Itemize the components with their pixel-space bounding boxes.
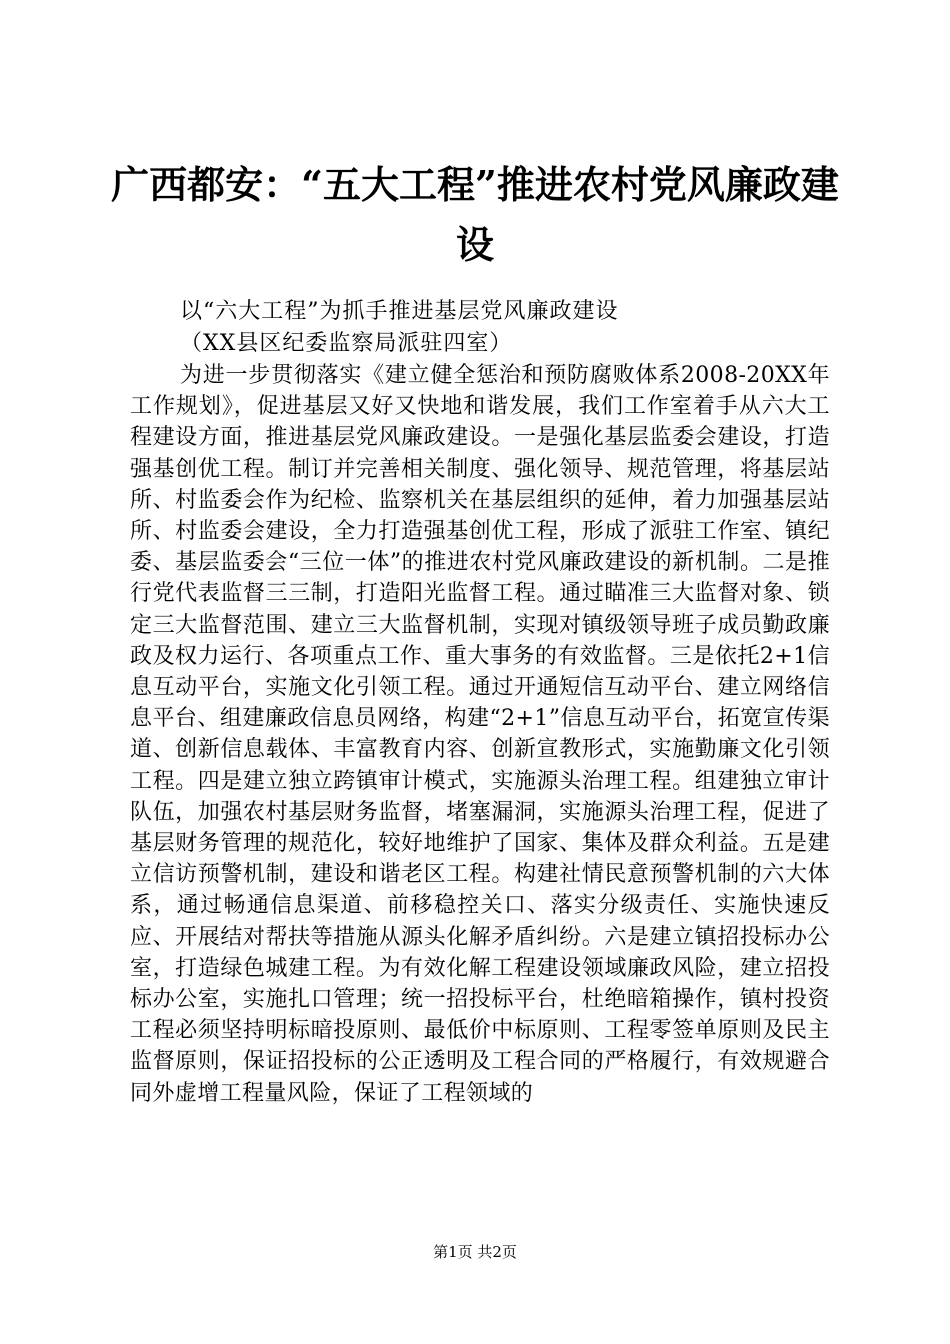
- document-title-line-1: 广西都安：“五大工程”推进农村党风廉政建: [111, 162, 839, 207]
- document-subtitle: 以“六大工程”为抓手推进基层党风廉政建设: [180, 299, 619, 324]
- document-body-paragraph: 为进一步贯彻落实《建立健全惩治和预防腐败体系2008-20XX年工作规划》，促进基层又好又快地和谐发展，我们工作室着手从六大工程建设方面，推进基层党风廉政建设。一是强化基层监委会建设，打造强基创优工程。制订并完善相关制度、强化领导、规范管理，将基层站所、村监委会作为纪检、监察机关在基层组织的延伸，着力加强基层站所、村监委会建设，全力打造强基创优工程，形成了派驻工作室、镇纪委、基层监委会“三位一体”的推进农村党风廉政建设的新机制。二是推行党代表监督三三制，打造阳光监督工程。通过瞄准三大监督对象、锁定三大监督范围、建立三大监督机制，实现对镇级领导班子成员勤政廉政及权力运行、各项重点工作、重大事务的有效监督。三是依托2+1信息互动平台，实施文化引领工程。通过开通短信互动平台、建立网络信息平台、组建廉政信息员网络，构建“2+1”信息互动平台，拓宽宣传渠道、创新信息载体、丰富教育内容、创新宣教形式，实施勤廉文化引领工程。四是建立独立跨镇审计模式，实施源头治理工程。组建独立审计队伍，加强农村基层财务监督，堵塞漏洞，实施源头治理工程，促进了基层财务管理的规范化，较好地维护了国家、集体及群众利益。五是建立信访预警机制，建设和谐老区工程。构建社情民意预警机制的六大体系，通过畅通信息渠道、前移稳控关口、落实分级责任、实施快速反应、开展结对帮扶等措施从源头化解矛盾纠纷。六是建立镇招投标办公室，打造绿色城建工程。为有效化解工程建设领域廉政风险，建立招投标办公室，实施扎口管理；统一招投标平台，杜绝暗箱操作，镇村投资工程必须坚持明标暗投原则、最低价中标原则、工程零签单原则及民主监督原则，保证招投标的公正透明及工程合同的严格履行，有效规避合同外虚增工程量风险，保证了工程领域的: [130, 363, 830, 1106]
- page-number-footer: 第1页 共2页: [433, 1243, 517, 1261]
- document-byline: （XX县区纪委监察局派驻四室）: [180, 331, 513, 356]
- document-title-line-2: 设: [455, 222, 494, 267]
